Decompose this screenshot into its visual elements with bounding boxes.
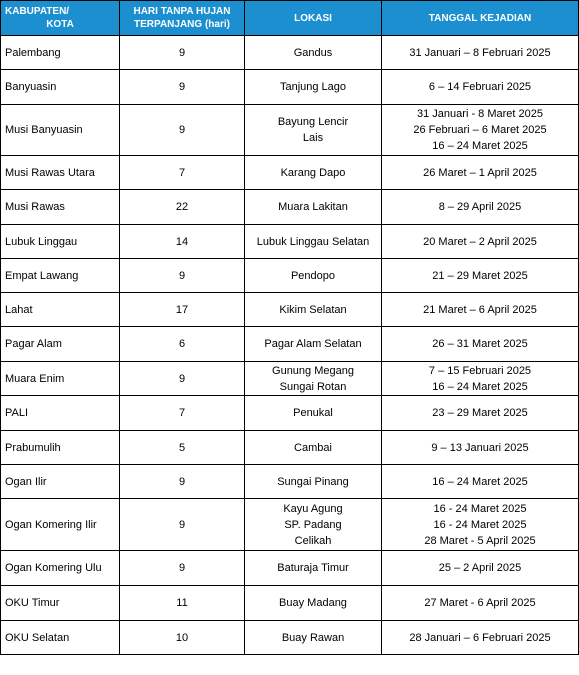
lokasi-line: Celikah bbox=[294, 534, 332, 547]
tanggal-line: 20 Maret – 2 April 2025 bbox=[423, 235, 537, 248]
tanggal-line: 26 – 31 Maret 2025 bbox=[432, 338, 528, 350]
cell-tanggal bbox=[382, 36, 579, 70]
table-row bbox=[1, 551, 579, 586]
header-kabupaten: KABUPATEN/ KOTA bbox=[1, 1, 120, 36]
lokasi-line: SP. Padang bbox=[284, 518, 342, 531]
table-row bbox=[1, 190, 579, 225]
cell-hari: 9 bbox=[120, 499, 245, 551]
cell-tanggal bbox=[382, 362, 579, 396]
lokasi-line: Baturaja Timur bbox=[277, 562, 349, 574]
table-body bbox=[1, 36, 579, 655]
cell-hari: 9 bbox=[120, 465, 245, 499]
lokasi-line: Gandus bbox=[293, 46, 333, 59]
header-hari-tanpa-hujan: HARI TANPA HUJAN TERPANJANG (hari) bbox=[120, 1, 245, 36]
table-row bbox=[1, 396, 579, 431]
cell-hari: 9 bbox=[120, 105, 245, 156]
tanggal-line: 25 – 2 April 2025 bbox=[438, 562, 522, 574]
cell-tanggal bbox=[382, 586, 579, 621]
tanggal-line: 23 – 29 Maret 2025 bbox=[432, 407, 528, 419]
cell-tanggal bbox=[382, 431, 579, 465]
cell-lokasi bbox=[245, 396, 382, 431]
cell-lokasi bbox=[245, 225, 382, 259]
lokasi-line: Bayung Lencir bbox=[277, 116, 349, 128]
cell-kabupaten: OKU Timur bbox=[1, 586, 120, 621]
cell-tanggal bbox=[382, 70, 579, 105]
cell-lokasi bbox=[245, 586, 382, 621]
table-row bbox=[1, 431, 579, 465]
table-row bbox=[1, 293, 579, 327]
cell-kabupaten: Muara Enim bbox=[1, 362, 120, 396]
cell-lokasi bbox=[245, 327, 382, 362]
tanggal-line: 9 – 13 Januari 2025 bbox=[431, 441, 529, 454]
cell-hari: 9 bbox=[120, 70, 245, 105]
tanggal-line: 16 – 24 Maret 2025 bbox=[432, 380, 528, 393]
cell-kabupaten: Banyuasin bbox=[1, 70, 120, 105]
cell-lokasi bbox=[245, 293, 382, 327]
cell-tanggal bbox=[382, 259, 579, 293]
cell-tanggal bbox=[382, 396, 579, 431]
cell-kabupaten: PALI bbox=[1, 396, 120, 431]
cell-tanggal bbox=[382, 327, 579, 362]
cell-tanggal bbox=[382, 465, 579, 499]
tanggal-line: 6 – 14 Februari 2025 bbox=[428, 81, 532, 93]
tanggal-line: 26 Maret – 1 April 2025 bbox=[423, 166, 537, 179]
cell-tanggal bbox=[382, 621, 579, 655]
lokasi-line: Sungai Rotan bbox=[279, 380, 347, 393]
cell-hari: 9 bbox=[120, 362, 245, 396]
cell-hari: 9 bbox=[120, 259, 245, 293]
cell-hari: 11 bbox=[120, 586, 245, 621]
tanggal-line: 28 Maret - 5 April 2025 bbox=[424, 534, 536, 547]
lokasi-line: Sungai Pinang bbox=[277, 475, 349, 488]
tanggal-line: 7 – 15 Februari 2025 bbox=[428, 364, 532, 377]
cell-kabupaten: Pagar Alam bbox=[1, 327, 120, 362]
cell-hari: 9 bbox=[120, 551, 245, 586]
cell-hari: 17 bbox=[120, 293, 245, 327]
cell-lokasi bbox=[245, 621, 382, 655]
cell-tanggal bbox=[382, 156, 579, 190]
cell-tanggal bbox=[382, 551, 579, 586]
table-row bbox=[1, 105, 579, 156]
lokasi-line: Buay Madang bbox=[279, 597, 347, 609]
cell-kabupaten: Ogan Komering Ulu bbox=[1, 551, 120, 586]
cell-lokasi bbox=[245, 36, 382, 70]
cell-hari: 7 bbox=[120, 396, 245, 431]
cell-lokasi bbox=[245, 362, 382, 396]
cell-kabupaten: Empat Lawang bbox=[1, 259, 120, 293]
cell-kabupaten: Palembang bbox=[1, 36, 120, 70]
header-tanggal-kejadian: TANGGAL KEJADIAN bbox=[382, 1, 579, 36]
table-row bbox=[1, 327, 579, 362]
cell-hari: 22 bbox=[120, 190, 245, 225]
cell-hari: 6 bbox=[120, 327, 245, 362]
cell-lokasi bbox=[245, 499, 382, 551]
cell-kabupaten: Ogan Komering Ilir bbox=[1, 499, 120, 551]
cell-kabupaten: Musi Rawas bbox=[1, 190, 120, 225]
lokasi-line: Lais bbox=[302, 132, 324, 144]
table-row bbox=[1, 465, 579, 499]
cell-lokasi bbox=[245, 431, 382, 465]
table-row bbox=[1, 70, 579, 105]
cell-tanggal bbox=[382, 190, 579, 225]
cell-lokasi bbox=[245, 259, 382, 293]
cell-kabupaten: Musi Rawas Utara bbox=[1, 156, 120, 190]
lokasi-line: Karang Dapo bbox=[280, 166, 346, 179]
cell-kabupaten: Ogan Ilir bbox=[1, 465, 120, 499]
cell-tanggal bbox=[382, 293, 579, 327]
tanggal-line: 21 – 29 Maret 2025 bbox=[432, 269, 528, 282]
lokasi-line: Buay Rawan bbox=[281, 631, 345, 644]
table-row bbox=[1, 499, 579, 551]
cell-kabupaten: Lubuk Linggau bbox=[1, 225, 120, 259]
cell-kabupaten: OKU Selatan bbox=[1, 621, 120, 655]
table-row bbox=[1, 156, 579, 190]
tanggal-line: 21 Maret – 6 April 2025 bbox=[423, 303, 537, 316]
cell-lokasi bbox=[245, 105, 382, 156]
lokasi-line: Muara Lakitan bbox=[278, 201, 348, 213]
table-row bbox=[1, 362, 579, 396]
cell-kabupaten: Prabumulih bbox=[1, 431, 120, 465]
lokasi-line: Pendopo bbox=[290, 269, 336, 282]
tanggal-line: 31 Januari – 8 Februari 2025 bbox=[409, 46, 551, 59]
cell-lokasi bbox=[245, 190, 382, 225]
tanggal-line: 31 Januari - 8 Maret 2025 bbox=[417, 108, 543, 120]
tanggal-line: 27 Maret - 6 April 2025 bbox=[424, 597, 536, 609]
table-row bbox=[1, 586, 579, 621]
cell-lokasi bbox=[245, 551, 382, 586]
tanggal-line: 16 – 24 Maret 2025 bbox=[432, 140, 528, 152]
lokasi-line: Lubuk Linggau Selatan bbox=[256, 235, 370, 248]
cell-hari: 10 bbox=[120, 621, 245, 655]
cell-lokasi bbox=[245, 156, 382, 190]
tanggal-line: 16 - 24 Maret 2025 bbox=[433, 502, 527, 515]
lokasi-line: Gunung Megang bbox=[272, 364, 354, 377]
lokasi-line: Kikim Selatan bbox=[279, 303, 347, 316]
cell-kabupaten: Lahat bbox=[1, 293, 120, 327]
lokasi-line: Cambai bbox=[294, 441, 332, 454]
lokasi-line: Kayu Agung bbox=[283, 502, 343, 515]
tanggal-line: 16 - 24 Maret 2025 bbox=[433, 518, 527, 531]
cell-lokasi bbox=[245, 70, 382, 105]
tanggal-line: 16 – 24 Maret 2025 bbox=[432, 475, 528, 488]
table-row bbox=[1, 36, 579, 70]
tanggal-line: 26 Februari – 6 Maret 2025 bbox=[413, 124, 547, 136]
cell-kabupaten: Musi Banyuasin bbox=[1, 105, 120, 156]
cell-hari: 14 bbox=[120, 225, 245, 259]
table-row bbox=[1, 259, 579, 293]
table-row bbox=[1, 225, 579, 259]
lokasi-line: Penukal bbox=[293, 407, 333, 419]
lokasi-line: Tanjung Lago bbox=[279, 81, 347, 93]
table-row bbox=[1, 621, 579, 655]
cell-tanggal bbox=[382, 499, 579, 551]
lokasi-line: Pagar Alam Selatan bbox=[264, 338, 362, 350]
header-lokasi: LOKASI bbox=[245, 1, 382, 36]
cell-hari: 7 bbox=[120, 156, 245, 190]
cell-hari: 9 bbox=[120, 36, 245, 70]
tanggal-line: 28 Januari – 6 Februari 2025 bbox=[409, 631, 551, 644]
cell-lokasi bbox=[245, 465, 382, 499]
cell-tanggal bbox=[382, 105, 579, 156]
cell-tanggal bbox=[382, 225, 579, 259]
tanggal-line: 8 – 29 April 2025 bbox=[438, 201, 522, 213]
cell-hari: 5 bbox=[120, 431, 245, 465]
header-row bbox=[1, 1, 579, 36]
